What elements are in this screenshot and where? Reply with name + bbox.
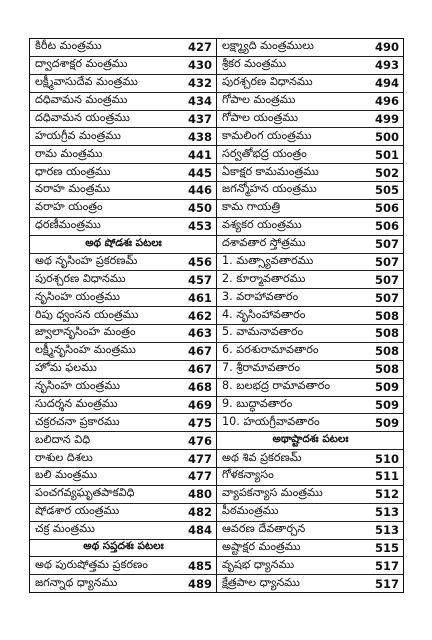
- toc-entry: [30, 504, 216, 522]
- page-number: 509: [374, 380, 399, 395]
- entry-title: నృసింహ యంత్రము: [35, 379, 120, 393]
- entry-title: పంచగవ్యఘృతపాకవిధి: [35, 486, 135, 500]
- entry-title: వశ్యకర యంత్రము: [222, 218, 302, 232]
- page-number: 477: [187, 469, 212, 484]
- entry-title: 3. వరాహావతారం: [222, 289, 299, 303]
- page-number: 507: [374, 290, 399, 305]
- page-number: 490: [374, 40, 399, 55]
- page-number: 485: [187, 558, 212, 573]
- toc-entry: [30, 75, 216, 93]
- toc-entry: [30, 343, 216, 361]
- entry-title: పీఠమంత్రము: [222, 504, 279, 518]
- entry-title: అష్టాక్షర మంత్రము: [222, 539, 301, 553]
- toc-entry: [217, 504, 403, 522]
- entry-title: 6. పరశురామావతారం: [222, 343, 319, 357]
- right-column: [216, 39, 403, 592]
- toc-entry: [30, 557, 216, 575]
- page-number: 513: [374, 505, 399, 520]
- entry-title: అథ శివ ప్రకరణమ్: [222, 450, 302, 464]
- toc-entry: [217, 307, 403, 325]
- entry-title: పురశ్చరణ విధానము: [35, 271, 126, 285]
- page-number: 505: [374, 183, 399, 198]
- entry-title: దధివామన యంత్రము: [35, 110, 130, 124]
- toc-entry: [30, 522, 216, 540]
- page-number: 511: [374, 469, 399, 484]
- section-heading: అథ సప్తదశః పటలః: [30, 540, 216, 558]
- entry-title: 7. శ్రీరామావతారం: [222, 361, 301, 375]
- page-number: 462: [187, 308, 212, 323]
- page-number: 509: [374, 415, 399, 430]
- entry-title: 9. బుద్ధావతారం: [222, 396, 293, 410]
- toc-entry: [30, 361, 216, 379]
- toc-entry: [30, 575, 216, 592]
- entry-title: 4. నృసింహావతారం: [222, 307, 306, 321]
- entry-title: చక్ర మంత్రము: [35, 522, 95, 536]
- entry-title: పురశ్చరణ విధానము: [222, 75, 313, 89]
- entry-title: ఆవరణ దేవతార్చన: [222, 522, 306, 536]
- page-number: 427: [187, 40, 212, 55]
- page-number: 476: [187, 433, 212, 448]
- entry-title: దధివామన మంత్రము: [35, 93, 128, 107]
- toc-entry: [217, 540, 403, 558]
- entry-title: హయగ్రీవ మంత్రము: [35, 128, 121, 142]
- page-number: 430: [187, 58, 212, 73]
- entry-title: బలిదాన విధి: [35, 432, 91, 446]
- page-number: 517: [374, 576, 399, 591]
- entry-title: 2. కూర్మావతారము: [222, 271, 306, 285]
- toc-entry: [217, 200, 403, 218]
- page-number: 469: [187, 397, 212, 412]
- page-number: 475: [187, 415, 212, 430]
- toc-entry: [30, 200, 216, 218]
- entry-title: శ్రీకర మంత్రము: [222, 57, 287, 71]
- page-number: 446: [187, 183, 212, 198]
- page-number: 437: [187, 111, 212, 126]
- toc-entry: [217, 575, 403, 592]
- toc-entry: [30, 307, 216, 325]
- entry-title: లక్ష్మ్యాది మంత్రములు: [222, 39, 314, 53]
- contents-table: [29, 38, 404, 593]
- page-number: 508: [374, 362, 399, 377]
- toc-entry: [30, 164, 216, 182]
- entry-title: నృసింహ యంత్రము: [35, 289, 120, 303]
- toc-entry: [217, 343, 403, 361]
- entry-title: వరాహ యంత్రం: [35, 200, 103, 214]
- toc-entry: [217, 468, 403, 486]
- page-number: 494: [374, 76, 399, 91]
- toc-entry: [217, 486, 403, 504]
- entry-title: సుదర్శన మంత్రము: [35, 396, 118, 410]
- page-number: 463: [187, 326, 212, 341]
- toc-entry: [217, 522, 403, 540]
- entry-title: కిరీట మంత్రము: [35, 39, 102, 53]
- page-number: 506: [374, 219, 399, 234]
- entry-title: గోపాల మంత్రము: [222, 93, 296, 107]
- page-number: 467: [187, 344, 212, 359]
- entry-title: వృషభ ధ్యానము: [222, 557, 295, 571]
- page-number: 506: [374, 201, 399, 216]
- page-number: 457: [187, 272, 212, 287]
- toc-entry: [217, 182, 403, 200]
- entry-title: కామ గాయత్రి: [222, 200, 281, 214]
- page-number: 461: [187, 290, 212, 305]
- entry-title: వరాహ మంత్రము: [35, 182, 111, 196]
- entry-title: జగన్నాథ ధ్యానము: [35, 575, 118, 589]
- page-number: 467: [187, 362, 212, 377]
- page-number: 450: [187, 201, 212, 216]
- page-number: 508: [374, 326, 399, 341]
- entry-title: రామ మంత్రము: [35, 146, 103, 160]
- toc-entry: [30, 111, 216, 129]
- page-number: 507: [374, 237, 399, 252]
- toc-entry: [217, 128, 403, 146]
- page-number: 445: [187, 165, 212, 180]
- toc-entry: [30, 397, 216, 415]
- entry-title: రిపు ధ్వంసన యంత్రము: [35, 307, 139, 321]
- toc-entry: [217, 379, 403, 397]
- toc-entry: [217, 164, 403, 182]
- page-number: 517: [374, 558, 399, 573]
- page-number: 508: [374, 344, 399, 359]
- toc-entry: [217, 39, 403, 57]
- section-heading: అథాష్టాదశః పటలః: [217, 432, 403, 450]
- page-number: 508: [374, 308, 399, 323]
- page-number: 510: [374, 451, 399, 466]
- toc-entry: [217, 557, 403, 575]
- page-number: 480: [187, 487, 212, 502]
- page-number: 513: [374, 523, 399, 538]
- toc-entry: [30, 146, 216, 164]
- entry-title: చక్రరచనా ప్రకారము: [35, 414, 120, 428]
- toc-entry: [217, 146, 403, 164]
- toc-entry: [30, 486, 216, 504]
- page-number: 509: [374, 397, 399, 412]
- entry-title: 10. హయగ్రీవావతారం: [222, 414, 320, 428]
- left-column: [30, 39, 216, 592]
- toc-entry: [217, 218, 403, 236]
- entry-title: గోళకన్యాసం: [222, 468, 274, 482]
- entry-title: జ్వాలానృసింహ మంత్రం: [35, 325, 136, 339]
- toc-entry: [217, 289, 403, 307]
- entry-title: ధారణ యంత్రము: [35, 164, 111, 178]
- page-number: 499: [374, 111, 399, 126]
- toc-entry: [30, 128, 216, 146]
- page-number: 512: [374, 487, 399, 502]
- page-number: 500: [374, 129, 399, 144]
- page-number: 502: [374, 165, 399, 180]
- entry-title: 8. బలభద్ర రామావతారం: [222, 379, 331, 393]
- toc-entry: [30, 254, 216, 272]
- toc-entry: [30, 93, 216, 111]
- toc-entry: [30, 468, 216, 486]
- entry-title: సర్వతోభద్ర యంత్రం: [222, 146, 307, 160]
- page-number: 507: [374, 254, 399, 269]
- entry-title: ఏకాక్షర కామమంత్రము: [222, 164, 319, 178]
- entry-title: అథ పురుషోత్తమ ప్రకరణం: [35, 557, 148, 571]
- page-number: 489: [187, 576, 212, 591]
- toc-entry: [30, 218, 216, 236]
- toc-entry: [217, 325, 403, 343]
- entry-title: వ్యాపకన్యాస మంత్రము: [222, 486, 323, 500]
- page-number: 432: [187, 76, 212, 91]
- entry-title: హోమ ఫలము: [35, 361, 97, 375]
- toc-entry: [217, 361, 403, 379]
- entry-title: లక్ష్మీవాసుదేవ మంత్రము: [35, 75, 138, 89]
- entry-title: షోడశార యంత్రము: [35, 504, 120, 518]
- entry-title: లక్ష్మీనృసింహ మంత్రము: [35, 343, 136, 357]
- page-number: 477: [187, 451, 212, 466]
- toc-entry: [30, 414, 216, 432]
- entry-title: బలి మంత్రము: [35, 468, 98, 482]
- toc-entry: [30, 379, 216, 397]
- toc-entry: [217, 93, 403, 111]
- entry-title: క్షేత్రపాల ధ్యానము: [222, 575, 300, 589]
- toc-entry: [30, 289, 216, 307]
- toc-entry: [30, 39, 216, 57]
- page-number: 468: [187, 380, 212, 395]
- toc-entry: [30, 182, 216, 200]
- toc-entry: [217, 414, 403, 432]
- page-number: 438: [187, 129, 212, 144]
- toc-entry: [30, 450, 216, 468]
- page-number: 484: [187, 523, 212, 538]
- toc-entry: [30, 271, 216, 289]
- page-number: 507: [374, 272, 399, 287]
- toc-entry: [217, 236, 403, 254]
- toc-entry: [217, 271, 403, 289]
- toc-entry: [217, 397, 403, 415]
- page-number: 456: [187, 254, 212, 269]
- entry-title: 1. మత్స్యావతారము: [222, 253, 314, 267]
- entry-title: ధరణీమంత్రము: [35, 218, 101, 232]
- entry-title: ద్వాదశాక్షర మంత్రము: [35, 57, 128, 71]
- page-number: 501: [374, 147, 399, 162]
- entry-title: అథ నృసింహ ప్రకరణమ్: [35, 253, 138, 267]
- page-number: 496: [374, 94, 399, 109]
- entry-title: గోపాల యంత్రము: [222, 110, 298, 124]
- toc-entry: [217, 450, 403, 468]
- entry-title: దశావతార స్తోత్రము: [222, 236, 306, 250]
- page-number: 515: [374, 540, 399, 555]
- entry-title: 5. వామనావతారం: [222, 325, 304, 339]
- section-heading: అథ షోడశః పటలః: [30, 236, 216, 254]
- toc-entry: [217, 57, 403, 75]
- toc-entry: [217, 75, 403, 93]
- toc-entry: [217, 254, 403, 272]
- page-number: 441: [187, 147, 212, 162]
- page-number: 493: [374, 58, 399, 73]
- entry-title: జగన్మోహన యంత్రము: [222, 182, 317, 196]
- toc-entry: [217, 111, 403, 129]
- page-number: 482: [187, 505, 212, 520]
- entry-title: కామలింగ యంత్రము: [222, 128, 312, 142]
- toc-entry: [30, 57, 216, 75]
- toc-entry: [30, 325, 216, 343]
- page-number: 434: [187, 94, 212, 109]
- toc-entry: [30, 432, 216, 450]
- page-number: 453: [187, 219, 212, 234]
- entry-title: రాశుల దిశలు: [35, 450, 93, 464]
